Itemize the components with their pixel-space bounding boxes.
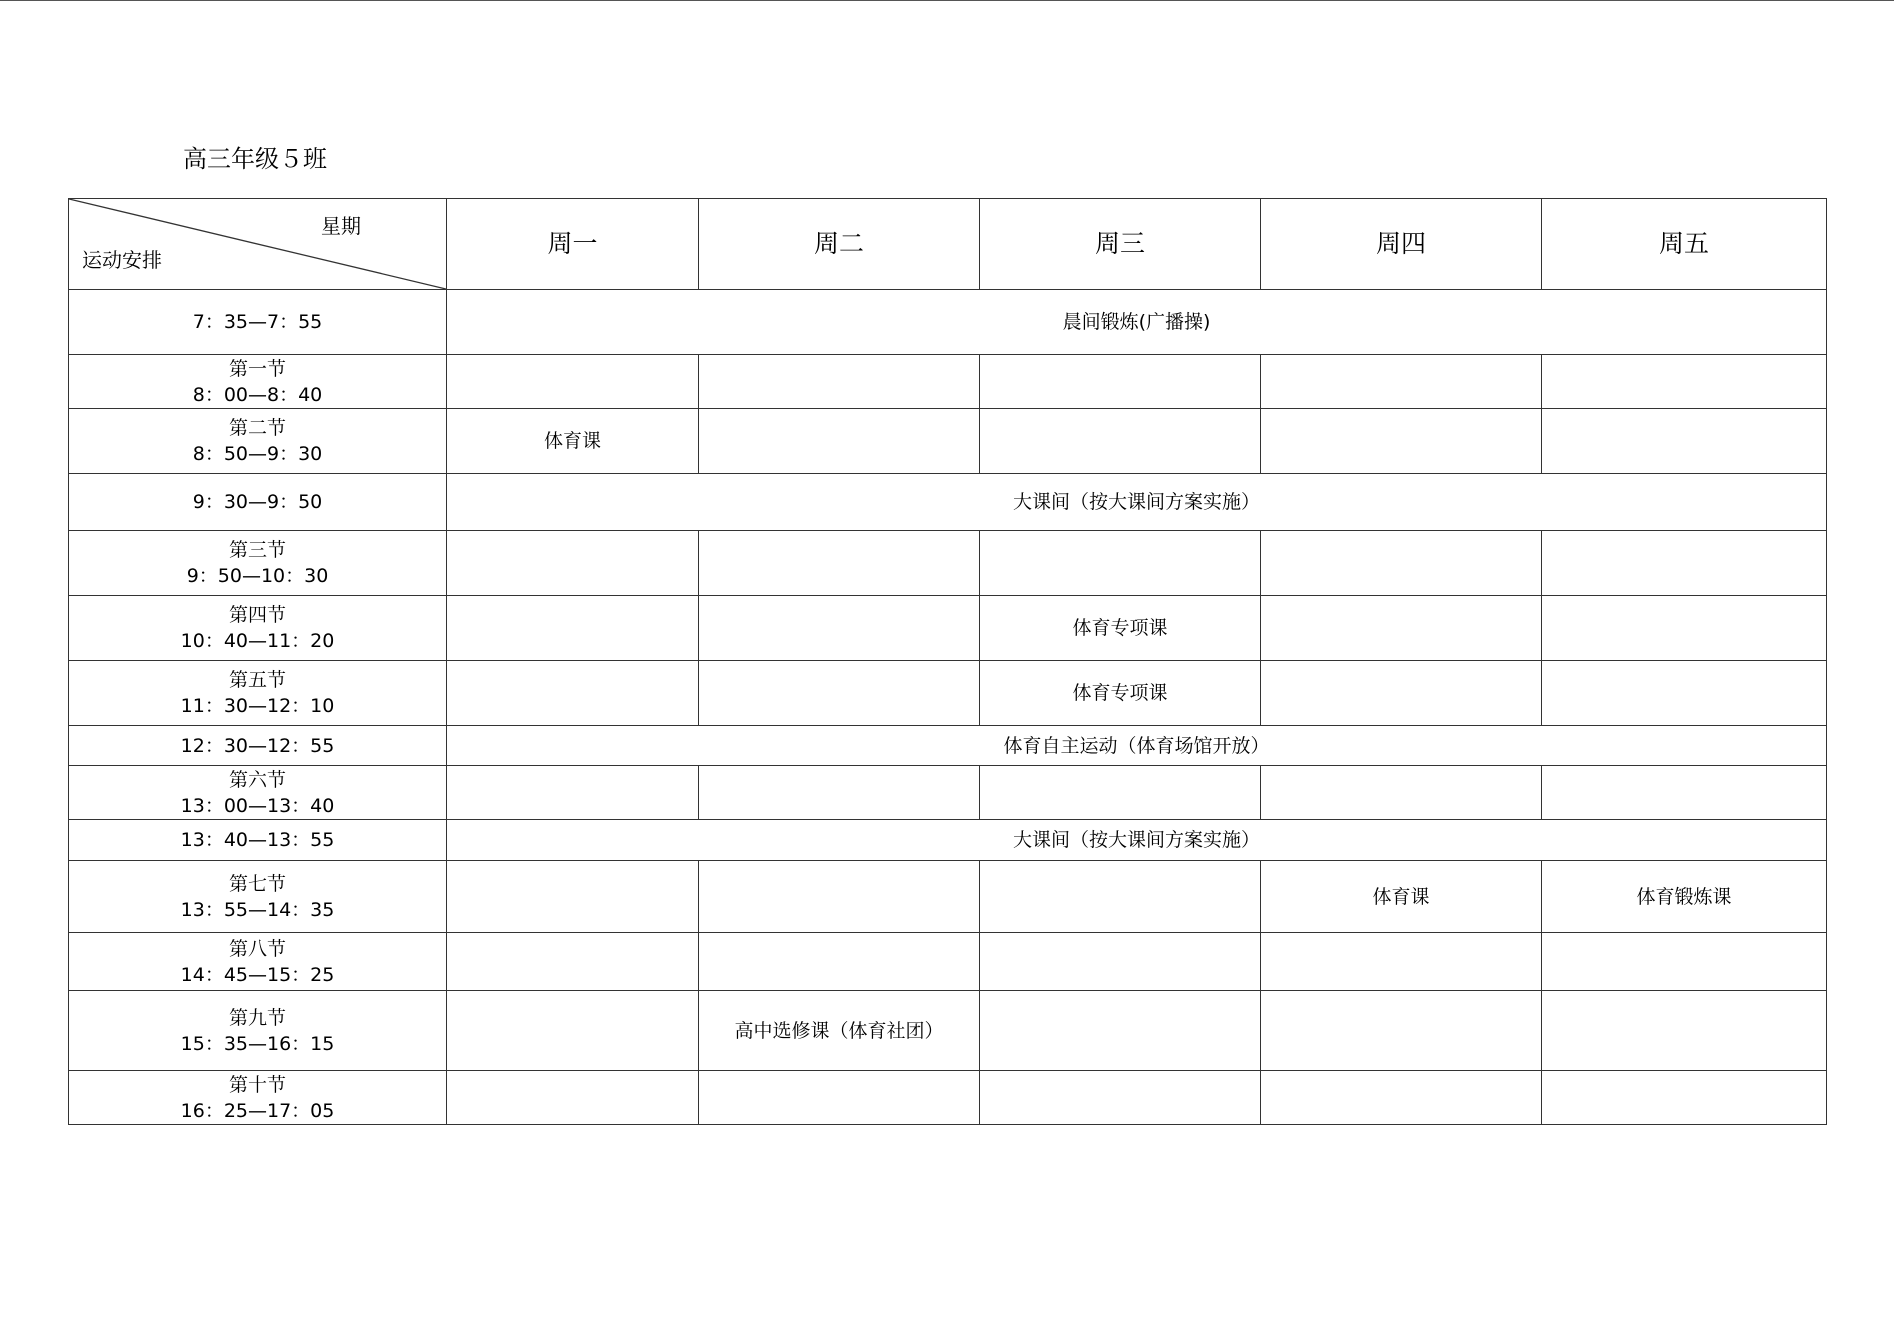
time-cell: [69, 766, 447, 820]
schedule-cell: [1542, 531, 1827, 596]
activity-row: [69, 726, 1827, 766]
time-cell: [69, 991, 447, 1071]
schedule-cell: [1261, 766, 1542, 820]
schedule-cell: [447, 661, 699, 726]
period-name: 第八节: [228, 937, 286, 960]
schedule-cell: [1542, 933, 1827, 991]
schedule-cell: 体育锻炼课: [1542, 861, 1827, 933]
schedule-cell: [980, 531, 1261, 596]
period-time: 11：30—12：10: [180, 695, 335, 717]
period-time: 7：35—7：55: [192, 311, 323, 333]
schedule-cell: [1261, 355, 1542, 409]
activity-row: [69, 474, 1827, 531]
schedule-cell: [1542, 355, 1827, 409]
period-name: 第一节: [228, 357, 286, 380]
period-name: 第四节: [228, 604, 286, 626]
page-top-border: [0, 0, 1894, 1]
schedule-cell: [699, 766, 980, 820]
activity-cell: 大课间（按大课间方案实施）: [447, 474, 1827, 531]
period-row: [69, 861, 1827, 933]
period-row: [69, 531, 1827, 596]
period-name: 第五节: [228, 669, 286, 691]
period-time: 15：35—16：15: [180, 1032, 335, 1055]
period-name: 第七节: [228, 872, 286, 895]
schedule-cell: [980, 409, 1261, 474]
schedule-cell: [699, 355, 980, 409]
schedule-cell: 体育课: [1261, 861, 1542, 933]
schedule-cell: [699, 531, 980, 596]
activity-cell: 晨间锻炼(广播操): [447, 290, 1827, 355]
schedule-cell: [1261, 991, 1542, 1071]
schedule-cell: [447, 991, 699, 1071]
schedule-cell: [699, 409, 980, 474]
schedule-cell: [699, 1071, 980, 1125]
period-time: 8：50—9：30: [192, 443, 323, 465]
corner-cell: [69, 199, 447, 290]
schedule-cell: [980, 1071, 1261, 1125]
day-header: 周三: [980, 199, 1261, 290]
day-header: 周二: [699, 199, 980, 290]
schedule-cell: [1542, 1071, 1827, 1125]
schedule-cell: 高中选修课（体育社团）: [699, 991, 980, 1071]
period-time: 9：30—9：50: [192, 491, 323, 513]
header-row: [69, 199, 1827, 290]
schedule-cell: [699, 661, 980, 726]
period-row: [69, 933, 1827, 991]
period-row: [69, 409, 1827, 474]
period-time: 12：30—12：55: [180, 734, 335, 757]
schedule-cell: [1542, 766, 1827, 820]
time-cell: [69, 531, 447, 596]
period-time: 10：40—11：20: [180, 630, 335, 652]
period-name: 第二节: [228, 417, 286, 439]
period-row: [69, 991, 1827, 1071]
schedule-cell: [1261, 1071, 1542, 1125]
period-row: [69, 661, 1827, 726]
period-name: 第十节: [228, 1073, 286, 1096]
period-name: 第六节: [228, 768, 286, 791]
activity-cell: 体育自主运动（体育场馆开放）: [447, 726, 1827, 766]
activity-row: [69, 290, 1827, 355]
schedule-cell: [447, 355, 699, 409]
schedule-cell: [447, 933, 699, 991]
corner-top-label: 星期: [321, 214, 361, 238]
schedule-cell: [699, 861, 980, 933]
day-header: 周一: [447, 199, 699, 290]
period-row: [69, 596, 1827, 661]
schedule-cell: [1542, 596, 1827, 661]
schedule-cell: [1542, 409, 1827, 474]
period-time: 16：25—17：05: [180, 1099, 335, 1122]
time-cell: [69, 409, 447, 474]
schedule-cell: [699, 933, 980, 991]
schedule-cell: [699, 596, 980, 661]
schedule-cell: 体育课: [447, 409, 699, 474]
time-cell: [69, 596, 447, 661]
schedule-cell: [980, 355, 1261, 409]
time-cell: [69, 355, 447, 409]
schedule-cell: [1542, 991, 1827, 1071]
period-time: 13：00—13：40: [180, 794, 335, 817]
time-cell: [69, 661, 447, 726]
period-time: 13：55—14：35: [180, 898, 335, 921]
period-time: 14：45—15：25: [180, 963, 335, 986]
schedule-cell: [1261, 409, 1542, 474]
schedule-cell: [447, 596, 699, 661]
time-cell: [69, 861, 447, 933]
schedule-cell: [980, 991, 1261, 1071]
schedule-cell: [447, 861, 699, 933]
period-time: 9：50—10：30: [186, 565, 329, 587]
time-cell: [69, 474, 447, 531]
schedule-table: [68, 198, 1827, 1125]
period-time: 13：40—13：55: [180, 829, 335, 851]
schedule-cell: [980, 766, 1261, 820]
schedule-cell: [447, 766, 699, 820]
schedule-cell: 体育专项课: [980, 596, 1261, 661]
schedule-cell: [1261, 933, 1542, 991]
schedule-body: [69, 290, 1827, 1125]
schedule-cell: [1261, 661, 1542, 726]
period-time: 8：00—8：40: [192, 383, 323, 406]
period-row: [69, 766, 1827, 820]
time-cell: [69, 820, 447, 861]
period-name: 第三节: [228, 539, 286, 561]
time-cell: [69, 290, 447, 355]
schedule-cell: [1261, 531, 1542, 596]
time-cell: [69, 1071, 447, 1125]
diagonal-divider: [69, 199, 446, 289]
schedule-cell: [980, 861, 1261, 933]
day-header: 周四: [1261, 199, 1542, 290]
activity-row: [69, 820, 1827, 861]
period-row: [69, 355, 1827, 409]
schedule-cell: [447, 531, 699, 596]
schedule-cell: [1261, 596, 1542, 661]
schedule-cell: [447, 1071, 699, 1125]
corner-bottom-label: 运动安排: [82, 248, 162, 272]
period-row: [69, 1071, 1827, 1125]
class-title: 高三年级５班: [183, 145, 327, 173]
schedule-cell: [980, 933, 1261, 991]
schedule-cell: 体育专项课: [980, 661, 1261, 726]
time-cell: [69, 726, 447, 766]
activity-cell: 大课间（按大课间方案实施）: [447, 820, 1827, 861]
time-cell: [69, 933, 447, 991]
schedule-cell: [1542, 661, 1827, 726]
period-name: 第九节: [228, 1006, 286, 1029]
day-header: 周五: [1542, 199, 1827, 290]
